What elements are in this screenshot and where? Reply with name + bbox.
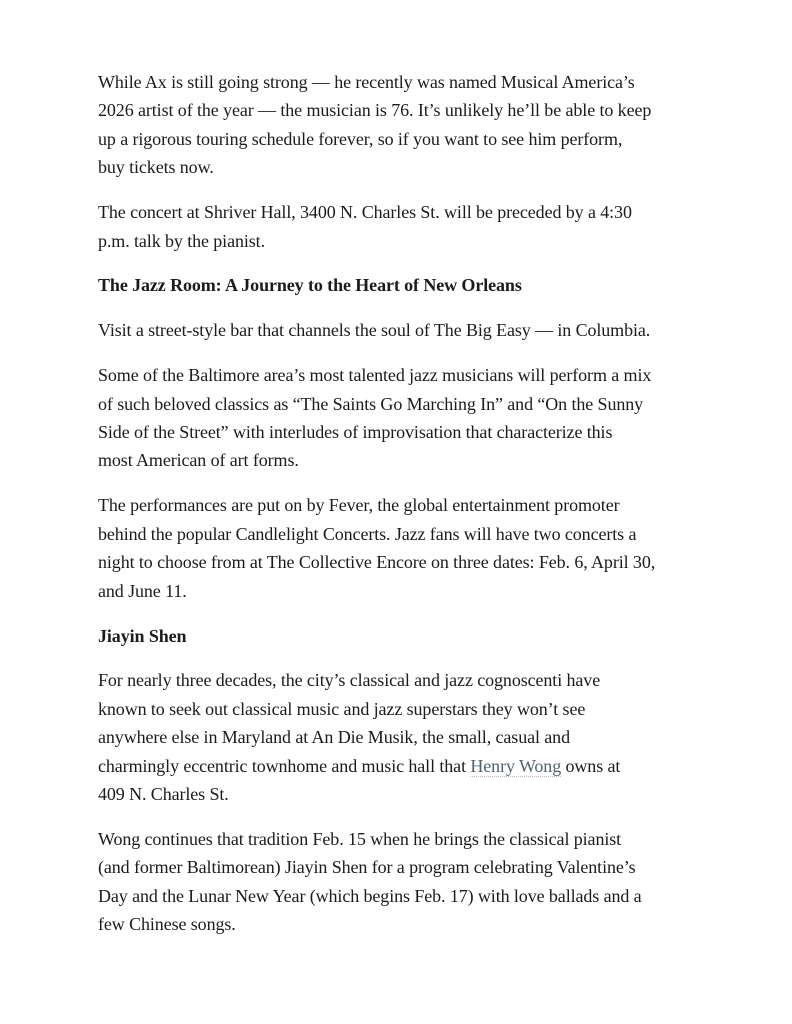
section-heading	[98, 622, 738, 650]
text-line	[98, 125, 738, 153]
text-segment: anywhere else in Maryland at An Die Musik, the small, casual and	[98, 727, 570, 748]
text-line	[98, 825, 738, 853]
text-line	[98, 198, 738, 226]
text-line	[98, 548, 738, 576]
text-segment: Jiayin Shen	[98, 625, 187, 646]
text-segment: 409 N. Charles St.	[98, 784, 229, 805]
text-segment: up a rigorous touring schedule forever, so if you want to see him perform,	[98, 128, 623, 149]
text-line	[98, 666, 738, 694]
text-segment: Wong continues that tradition Feb. 15 when he brings the classical pianist	[98, 828, 622, 849]
text-segment: While Ax is still going strong — he recently was named Musical America’s	[98, 72, 635, 92]
text-line	[98, 622, 738, 650]
text-line	[98, 491, 738, 519]
text-line	[98, 361, 738, 389]
text-line	[98, 316, 738, 344]
text-line	[98, 96, 738, 124]
text-line	[98, 780, 738, 808]
text-line	[98, 153, 738, 181]
text-segment: 2026 artist of the year — the musician is 76. It’s unlikely he’ll be able to keep	[98, 100, 652, 121]
text-line	[98, 227, 738, 255]
text-segment: owns at	[561, 755, 621, 776]
text-line	[98, 723, 738, 751]
text-segment: of such beloved classics as “The Saints Go Marching In” and “On the Sunny	[98, 393, 644, 414]
text-segment: (and former Baltimorean) Jiayin Shen for a program celebrating Valentine’s	[98, 857, 636, 878]
article-body	[98, 68, 738, 955]
text-segment: night to choose from at The Collective Encore on three dates: Feb. 6, April 30,	[98, 552, 656, 573]
text-segment: The concert at Shriver Hall, 3400 N. Charles St. will be preceded by a 4:30	[98, 202, 632, 223]
text-line	[98, 520, 738, 548]
text-segment: The Jazz Room: A Journey to the Heart of New Orleans	[98, 275, 522, 296]
text-segment: Side of the Street” with interludes of improvisation that characterize this	[98, 422, 613, 443]
text-line	[98, 68, 738, 96]
text-segment: Visit a street-style bar that channels the soul of The Big Easy — in Columbia.	[98, 320, 651, 341]
text-segment: Day and the Lunar New Year (which begins Feb. 17) with love ballads and a	[98, 885, 642, 906]
text-line	[98, 882, 738, 910]
inline-link-henry-wong[interactable]: Henry Wong	[470, 755, 562, 776]
paragraph	[98, 666, 738, 808]
text-segment: buy tickets now.	[98, 157, 214, 178]
paragraph	[98, 198, 738, 255]
text-segment: behind the popular Candlelight Concerts. Jazz fans will have two concerts a	[98, 523, 637, 544]
paragraph	[98, 316, 738, 344]
text-segment: For nearly three decades, the city’s classical and jazz cognoscenti have	[98, 670, 601, 691]
text-segment: and June 11.	[98, 580, 187, 601]
text-line	[98, 910, 738, 938]
paragraph	[98, 361, 738, 475]
text-line	[98, 752, 738, 780]
text-line	[98, 390, 738, 418]
text-segment: p.m. talk by the pianist.	[98, 230, 265, 251]
text-segment: charmingly eccentric townhome and music hall that	[98, 755, 471, 776]
paragraph	[98, 68, 738, 182]
text-line	[98, 577, 738, 605]
text-segment: known to seek out classical music and jazz superstars they won’t see	[98, 698, 586, 719]
text-line	[98, 695, 738, 723]
text-line	[98, 446, 738, 474]
text-line	[98, 853, 738, 881]
paragraph	[98, 491, 738, 605]
text-segment: Some of the Baltimore area’s most talented jazz musicians will perform a mix	[98, 365, 652, 386]
text-segment: The performances are put on by Fever, the global entertainment promoter	[98, 495, 620, 516]
text-line	[98, 418, 738, 446]
text-line	[98, 271, 738, 299]
paragraph	[98, 825, 738, 939]
text-segment: few Chinese songs.	[98, 914, 236, 935]
text-segment: most American of art forms.	[98, 450, 299, 471]
section-heading	[98, 271, 738, 299]
